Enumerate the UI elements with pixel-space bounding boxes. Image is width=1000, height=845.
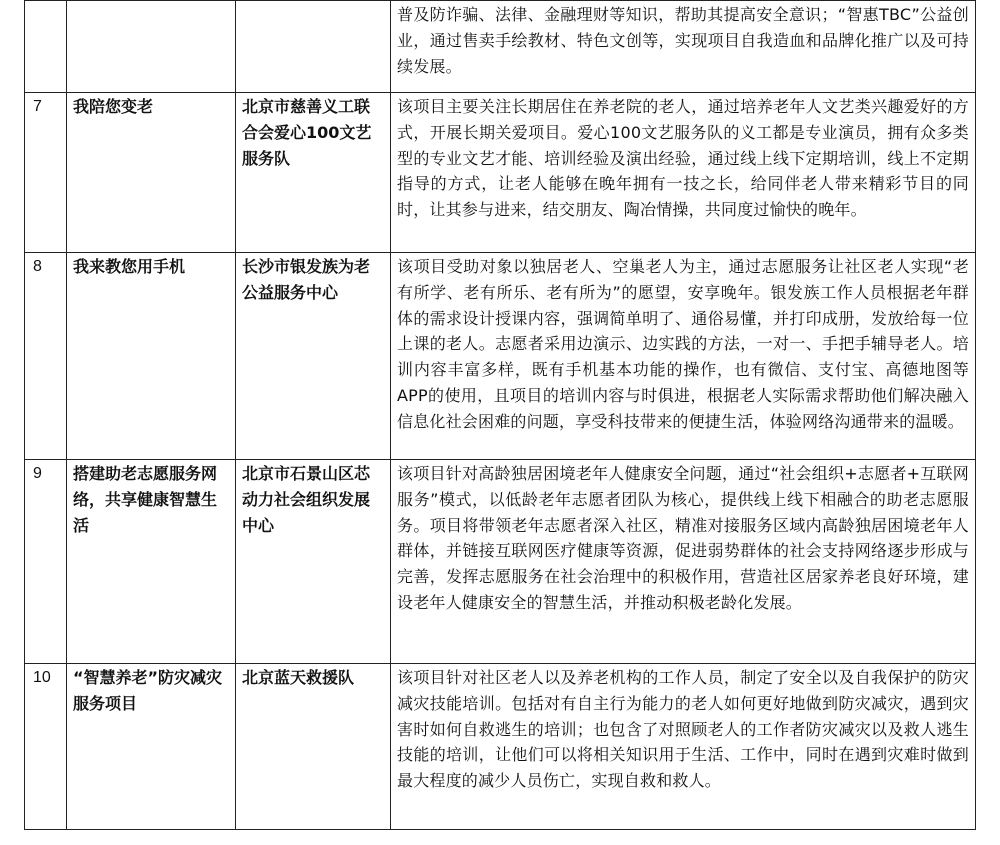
project-description: 该项目受助对象以独居老人、空巢老人为主，通过志愿服务让社区老人实现“老有所学、老有所乐、老有所为”的愿望，安享晚年。银发族工作人员根据老年群体的需求设计授课内容，强调简单明了、通俗易懂，并打印成册，发放给每一位上课的老人。志愿者采用边演示、边实践的方法，一对一、手把手辅导老人。培训内容丰富多样，既有手机基本功能的操作，也有微信、支付宝、高德地图等APP的使用，且项目的培训内容与时俱进，根据老人实际需求帮助他们解决融入信息化社会困难的问题，享受科技带来的便捷生活，体验网络沟通带来的温暖。 [391, 253, 976, 460]
table-row [25, 664, 976, 830]
organization-name: 北京蓝天救援队 [236, 664, 391, 830]
organization-name: 北京市石景山区芯动力社会组织发展中心 [236, 460, 391, 664]
row-number [25, 1, 67, 93]
organization-name [236, 1, 391, 93]
row-number: 9 [25, 460, 67, 664]
project-name: 搭建助老志愿服务网络，共享健康智慧生活 [67, 460, 236, 664]
table-row [25, 460, 976, 664]
row-number: 8 [25, 253, 67, 460]
project-description: 该项目针对社区老人以及养老机构的工作人员，制定了安全以及自我保护的防灾减灾技能培训。包括对有自主行为能力的老人如何更好地做到防灾减灾，遇到灾害时如何自救逃生的培训；也包含了对照顾老人的工作者防灾减灾以及救人逃生技能的培训，让他们可以将相关知识用于生活、工作中，同时在遇到灾难时做到最大程度的减少人员伤亡，实现自救和救人。 [391, 664, 976, 830]
row-number: 10 [25, 664, 67, 830]
project-table [24, 0, 976, 830]
document-page [24, 0, 975, 830]
table-row [25, 93, 976, 253]
row-number: 7 [25, 93, 67, 253]
project-name [67, 1, 236, 93]
project-description: 普及防诈骗、法律、金融理财等知识，帮助其提高安全意识；“智惠TBC”公益创业，通过售卖手绘教材、特色文创等，实现项目自我造血和品牌化推广以及可持续发展。 [391, 1, 976, 93]
project-name: 我陪您变老 [67, 93, 236, 253]
table-row [25, 253, 976, 460]
table-row [25, 1, 976, 93]
project-name: 我来教您用手机 [67, 253, 236, 460]
organization-name: 长沙市银发族为老公益服务中心 [236, 253, 391, 460]
project-description: 该项目主要关注长期居住在养老院的老人，通过培养老年人文艺类兴趣爱好的方式，开展长期关爱项目。爱心100文艺服务队的义工都是专业演员，拥有众多类型的专业文艺才能、培训经验及演出经验，通过线上线下定期培训，线上不定期指导的方式，让老人能够在晚年拥有一技之长，给同伴老人带来精彩节目的同时，让其参与进来，结交朋友、陶冶情操，共同度过愉快的晚年。 [391, 93, 976, 253]
organization-name: 北京市慈善义工联合会爱心100文艺服务队 [236, 93, 391, 253]
project-description: 该项目针对高龄独居困境老年人健康安全问题，通过“社会组织+志愿者+互联网服务”模式，以低龄老年志愿者团队为核心，提供线上线下相融合的助老志愿服务。项目将带领老年志愿者深入社区，精准对接服务区域内高龄独居困境老年人群体，并链接互联网医疗健康等资源，促进弱势群体的社会支持网络逐步形成与完善，发挥志愿服务在社会治理中的积极作用，营造社区居家养老良好环境，建设老年人健康安全的智慧生活，并推动积极老龄化发展。 [391, 460, 976, 664]
project-name: “智慧养老”防灾减灾服务项目 [67, 664, 236, 830]
